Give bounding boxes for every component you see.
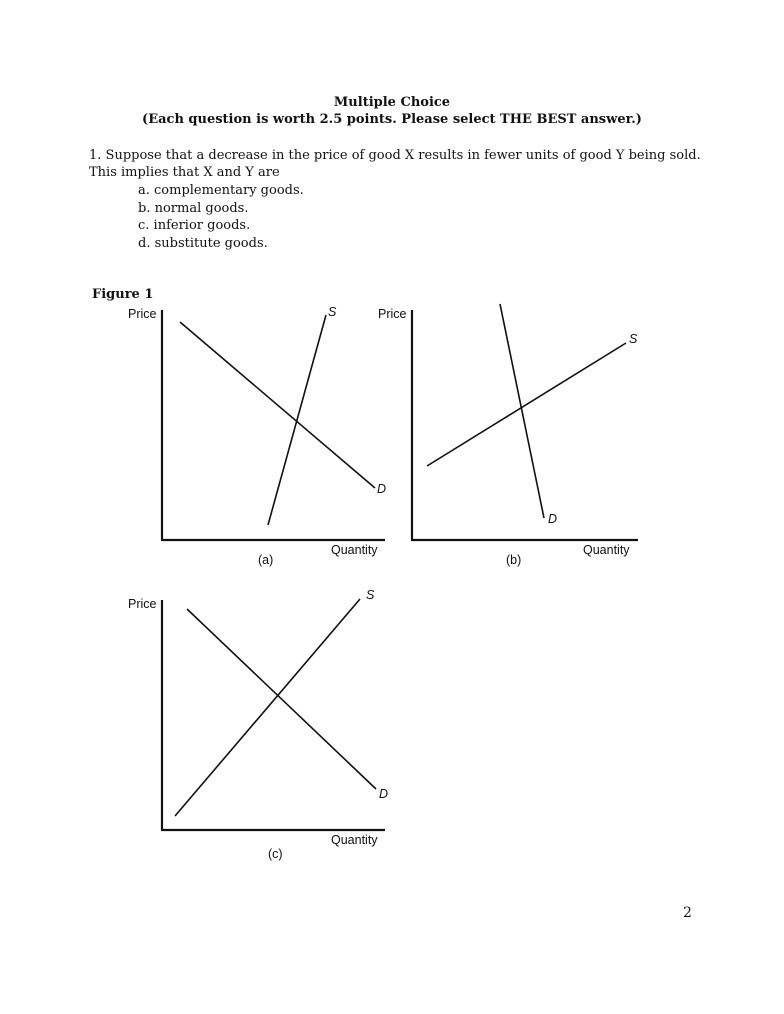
- x-axis-label: Quantity: [331, 543, 378, 557]
- graph-panel-a: [120, 298, 395, 573]
- demand-curve: [187, 609, 376, 789]
- demand-curve: [500, 304, 544, 518]
- demand-label: D: [379, 787, 389, 801]
- demand-label: D: [377, 482, 387, 496]
- option-b: b. normal goods.: [138, 201, 249, 216]
- y-axis-label: Price: [378, 307, 407, 321]
- option-a: a. complementary goods.: [138, 183, 304, 198]
- supply-label: S: [366, 588, 375, 602]
- panel-caption: (a): [258, 553, 274, 567]
- demand-label: D: [548, 512, 558, 526]
- section-title: Multiple Choice: [333, 95, 451, 110]
- panel-caption: (c): [268, 847, 283, 861]
- supply-curve: [175, 599, 360, 816]
- option-d: d. substitute goods.: [138, 236, 268, 251]
- figure-label: Figure 1: [92, 287, 154, 302]
- supply-label: S: [328, 305, 337, 319]
- x-axis-label: Quantity: [583, 543, 630, 557]
- demand-curve: [180, 322, 375, 488]
- supply-curve: [427, 343, 626, 466]
- y-axis-label: Price: [128, 597, 157, 611]
- section-subtitle: (Each question is worth 2.5 points. Please select THE BEST answer.): [142, 112, 642, 127]
- supply-label: S: [629, 332, 638, 346]
- page-number: 2: [683, 905, 692, 921]
- option-c: c. inferior goods.: [138, 218, 251, 233]
- y-axis-label: Price: [128, 307, 157, 321]
- panel-caption: (b): [506, 553, 522, 567]
- graph-panel-c: [120, 584, 395, 864]
- question-text-line1: 1. Suppose that a decrease in the price of good X results in fewer units of good Y being sold.: [89, 148, 701, 163]
- supply-curve: [268, 315, 326, 525]
- question-text-line2: This implies that X and Y are: [89, 165, 280, 180]
- x-axis-label: Quantity: [331, 833, 378, 847]
- graph-panel-b: [370, 298, 650, 573]
